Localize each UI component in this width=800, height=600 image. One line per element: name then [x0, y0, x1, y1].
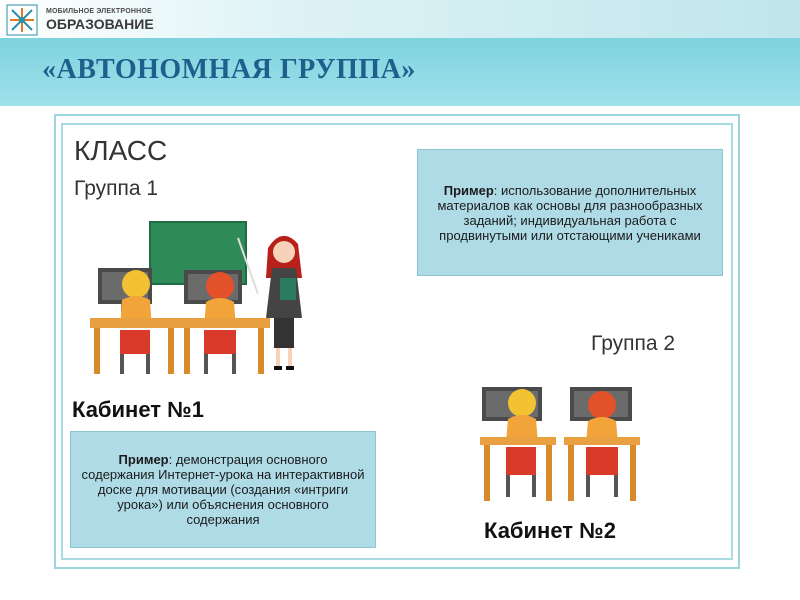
- class-label: КЛАСС: [74, 135, 168, 166]
- group1-label: Группа 1: [74, 177, 159, 200]
- example2-body: : демонстрация основного содержания Интернет-урока на интерактивной доске для мотивации (создания «интриги урока») или объяснения основного содержания: [81, 452, 365, 527]
- student-at-computer-icon: [480, 387, 556, 501]
- room1-label: Кабинет №1: [72, 397, 204, 422]
- logo-text: [46, 7, 154, 32]
- teacher-icon: [238, 236, 302, 370]
- logo-line1: МОБИЛЬНОЕ ЭЛЕКТРОННОЕ: [46, 8, 152, 15]
- title-banner: [0, 38, 800, 106]
- student-at-computer-icon: [180, 270, 270, 374]
- logo-line2: ОБРАЗОВАНИЕ: [46, 16, 154, 32]
- student-at-computer-icon: [564, 387, 640, 501]
- room2-label: Кабинет №2: [484, 518, 616, 543]
- example2-lead: Пример: [118, 452, 169, 467]
- room1-illustration: [88, 218, 328, 378]
- example-box-1: [417, 149, 723, 276]
- example-box-1-text: [428, 183, 712, 243]
- top-bar: [0, 0, 800, 38]
- example1-lead: Пример: [443, 182, 494, 198]
- page-title: «АВТОНОМНАЯ ГРУППА»: [42, 54, 416, 85]
- example-box-2: [70, 431, 376, 548]
- example-box-2-text: [81, 452, 365, 527]
- group2-label: Группа 2: [591, 332, 676, 355]
- logo-icon: [6, 4, 38, 36]
- room2-illustration: [474, 385, 644, 505]
- example1-body: : использование дополнительных материалов как основы для разнообразных заданий; индивидуальная работа с продвинутыми или отстающими учениками: [437, 182, 703, 243]
